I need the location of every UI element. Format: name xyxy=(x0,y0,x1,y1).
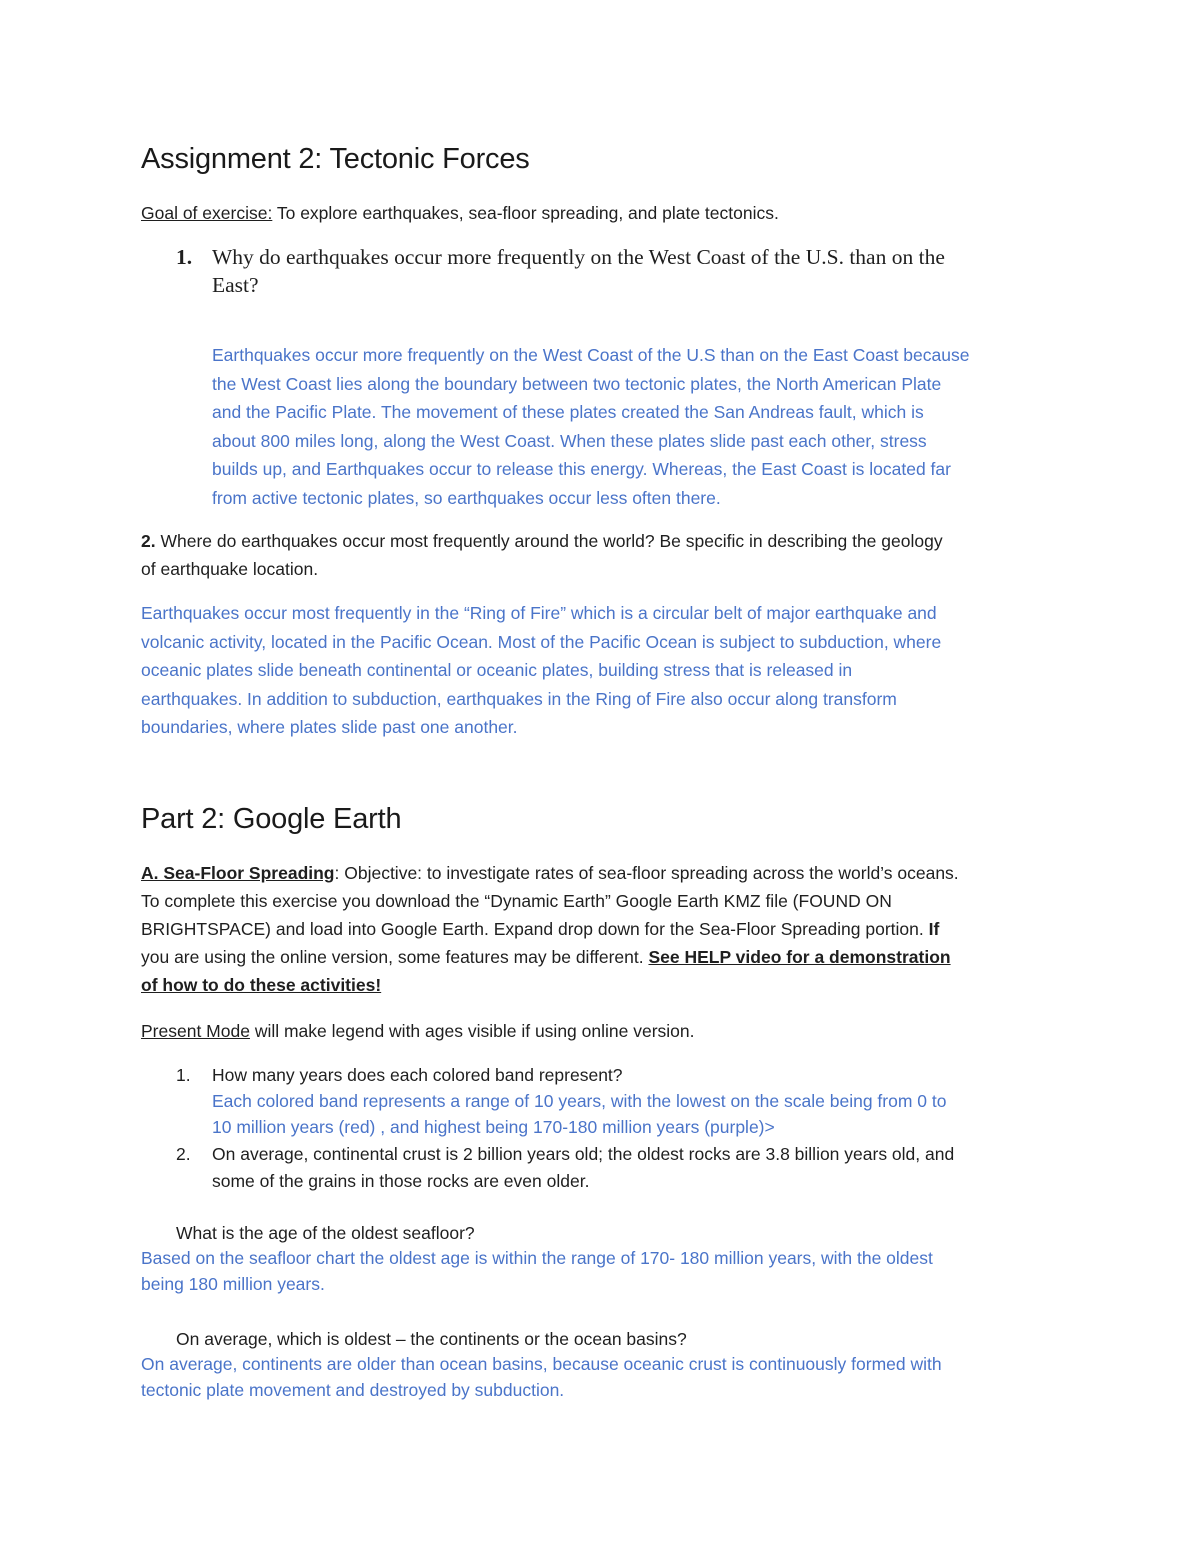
sub-answer-line: being 180 million years. xyxy=(141,1274,325,1294)
present-mode-text: will make legend with ages visible if using online version. xyxy=(249,1021,695,1041)
section-a-line-3-bold: If xyxy=(923,919,940,939)
present-mode-note xyxy=(141,1017,695,1045)
sub-answer-oldest-crust xyxy=(141,1351,1101,1403)
question-1 xyxy=(176,243,1076,299)
answer-2-line: volcanic activity, located in the Pacific Ocean. Most of the Pacific Ocean is subject to subduction, where xyxy=(141,631,942,652)
part-2-answer-1-line: Each colored band represents a range of 10 years, with the lowest on the scale being from 0 to xyxy=(212,1091,947,1111)
section-a-line-4: you are using the online version, some features may be different. xyxy=(141,947,649,967)
part-2-question-2-line: some of the grains in those rocks are even older. xyxy=(212,1171,590,1191)
answer-1 xyxy=(212,341,1112,513)
goal-label: Goal of exercise: xyxy=(141,203,273,223)
section-a-objective: : Objective: to investigate rates of sea-floor spreading across the world’s oceans. xyxy=(334,863,959,883)
sub-answer-line: On average, continents are older than ocean basins, because oceanic crust is continuously formed with xyxy=(141,1354,942,1374)
help-video-link-continued[interactable]: of how to do these activities! xyxy=(141,975,382,995)
question-1-line-2: East? xyxy=(212,273,259,297)
part-2-question-2-line: On average, continental crust is 2 billion years old; the oldest rocks are 3.8 billion years old, and xyxy=(212,1144,955,1164)
answer-2 xyxy=(141,599,1091,742)
sub-question-oldest-seafloor: What is the age of the oldest seafloor? xyxy=(176,1223,475,1243)
sub-answer-line: tectonic plate movement and destroyed by subduction. xyxy=(141,1380,565,1400)
question-1-line-1: Why do earthquakes occur more frequently on the West Coast of the U.S. than on the xyxy=(212,245,945,269)
goal-line xyxy=(141,199,779,227)
part-2-question-1: How many years does each colored band represent? xyxy=(212,1065,623,1085)
answer-1-line: about 800 miles long, along the West Coast. When these plates slide past each other, stress xyxy=(212,430,927,451)
answer-1-line: the West Coast lies along the boundary between two tectonic plates, the North American Plate xyxy=(212,373,942,394)
question-2-number: 2. xyxy=(141,531,156,551)
help-video-link[interactable]: See HELP video for a demonstration xyxy=(648,947,951,967)
answer-2-line: earthquakes. In addition to subduction, earthquakes in the Ring of Fire also occur along transform xyxy=(141,688,897,709)
answer-2-line: oceanic plates slide beneath continental or oceanic plates, building stress that is released in xyxy=(141,660,853,681)
answer-1-line: and the Pacific Plate. The movement of these plates created the San Andreas fault, which is xyxy=(212,402,924,423)
sub-question-oldest-crust: On average, which is oldest – the continents or the ocean basins? xyxy=(176,1329,687,1349)
part-2-question-2-number: 2. xyxy=(176,1144,191,1164)
section-a-label: A. Sea-Floor Spreading xyxy=(141,863,335,883)
goal-text: To explore earthquakes, sea-floor spreading, and plate tectonics. xyxy=(272,203,779,223)
sea-floor-spreading-section xyxy=(141,859,1091,999)
sub-answer-oldest-seafloor xyxy=(141,1245,1101,1297)
part-2-answer-1-line: 10 million years (red) , and highest being 170-180 million years (purple)> xyxy=(212,1117,775,1137)
answer-2-line: Earthquakes occur most frequently in the “Ring of Fire” which is a circular belt of major earthquake and xyxy=(141,603,937,623)
answer-2-line: boundaries, where plates slide past one another. xyxy=(141,717,518,738)
sub-answer-line: Based on the seafloor chart the oldest age is within the range of 170- 180 million years, with the oldest xyxy=(141,1248,933,1268)
section-a-line-2: To complete this exercise you download the “Dynamic Earth” Google Earth KMZ file (FOUND ON xyxy=(141,891,892,911)
part-2-question-1-number: 1. xyxy=(176,1065,191,1085)
question-2-line-2: of earthquake location. xyxy=(141,559,319,579)
answer-1-line: from active tectonic plates, so earthquakes occur less often there. xyxy=(212,487,721,508)
part-2-title: Part 2: Google Earth xyxy=(141,803,402,835)
question-1-number: 1. xyxy=(176,245,193,269)
question-2-line-1: Where do earthquakes occur most frequently around the world? Be specific in describing the geology xyxy=(155,531,943,551)
answer-1-line: Earthquakes occur more frequently on the West Coast of the U.S than on the East Coast because xyxy=(212,345,970,365)
question-2 xyxy=(141,527,1081,583)
present-mode-label: Present Mode xyxy=(141,1021,250,1041)
answer-1-line: builds up, and Earthquakes occur to release this energy. Whereas, the East Coast is located far xyxy=(212,459,951,480)
page-title: Assignment 2: Tectonic Forces xyxy=(141,143,530,175)
section-a-line-3: BRIGHTSPACE) and load into Google Earth. Expand drop down for the Sea-Floor Spreading portion. xyxy=(141,919,924,939)
part-2-question-list xyxy=(176,1062,1096,1195)
